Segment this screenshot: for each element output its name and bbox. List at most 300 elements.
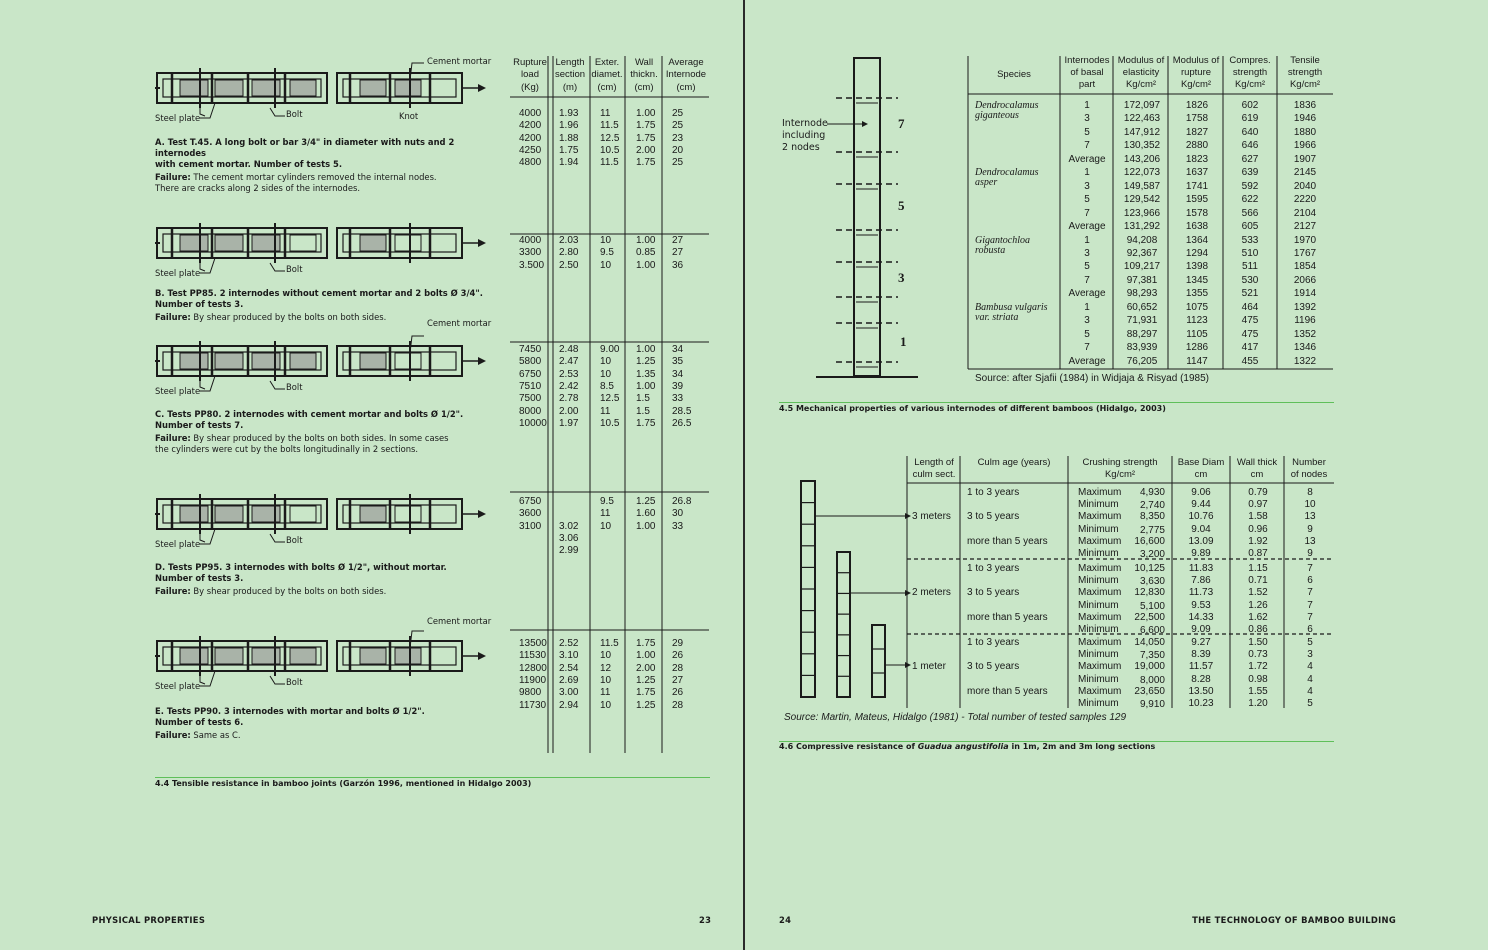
node-count: 9	[1307, 548, 1313, 559]
column-header: Average	[668, 57, 704, 68]
table-cell: 1880	[1293, 126, 1317, 138]
column-header: Kg/cm²	[1289, 79, 1321, 90]
column-header: Modulus of	[1117, 55, 1165, 66]
table-cell: 130,352	[1123, 140, 1161, 152]
figure-caption-4-6	[779, 742, 1155, 751]
table-cell: 11	[600, 108, 611, 119]
table-cell: 25	[672, 108, 684, 119]
crushing-value: 8,350	[1139, 511, 1165, 523]
base-diameter: 9.09	[1191, 624, 1211, 635]
table-cell: 7	[1084, 342, 1090, 354]
table-cell: 2880	[1185, 140, 1209, 152]
column-header: (Kg)	[521, 81, 539, 93]
base-diameter: 11.73	[1188, 587, 1214, 599]
table-cell: 1836	[1293, 100, 1317, 111]
base-diameter: 9.44	[1191, 499, 1211, 511]
column-header: Wall thick	[1236, 457, 1278, 468]
table-cell: 1.75	[636, 132, 656, 144]
table-cell: 26.8	[672, 496, 692, 507]
crushing-value: 4,930	[1139, 487, 1165, 498]
table-cell: 2.53	[559, 368, 579, 380]
table-cell: 11.5	[600, 157, 619, 169]
failure-text: By shear produced by the bolts on both sides.	[190, 586, 387, 596]
table-cell: 88,297	[1126, 328, 1158, 340]
wall-thickness: 0.87	[1248, 548, 1268, 559]
table-cell: 1914	[1293, 288, 1317, 300]
table-cell: 1398	[1185, 261, 1209, 273]
table-cell: 3.500	[519, 259, 545, 271]
table-cell: 11530	[519, 650, 547, 662]
steel-plate-label: Steel plate	[155, 539, 201, 549]
table-cell: 1105	[1186, 328, 1208, 340]
table-cell: 2145	[1293, 167, 1317, 179]
table-cell: 10	[600, 699, 612, 711]
table-cell: 30	[672, 508, 684, 520]
table-cell: 1.75	[636, 638, 656, 649]
wall-thickness: 0.98	[1248, 673, 1268, 685]
crushing-value: 14,050	[1134, 637, 1165, 648]
column-header: thickn.	[630, 69, 658, 81]
table-cell: 5	[1084, 261, 1090, 273]
wall-thickness: 0.79	[1248, 487, 1268, 498]
node-count: 7	[1307, 599, 1313, 611]
failure-label: Failure:	[155, 312, 191, 322]
cement-mortar-label: Cement mortar	[427, 56, 492, 66]
column-header: Tensile	[1290, 55, 1320, 66]
crushing-value: 6,600	[1139, 625, 1165, 636]
extreme-label: Minimum	[1078, 599, 1119, 611]
failure-label: Failure:	[155, 172, 191, 182]
node-count: 13	[1304, 511, 1316, 523]
table-cell: 530	[1241, 274, 1259, 286]
table-cell: 10.5	[600, 144, 620, 156]
table-cell: 10	[600, 235, 612, 246]
table-cell: 2.48	[559, 344, 579, 355]
species-name: Dendrocalamus	[975, 100, 1039, 111]
failure-label: Failure:	[155, 586, 191, 596]
table-cell: 639	[1241, 167, 1259, 179]
column-header: Internode	[665, 69, 707, 81]
column-header: section	[554, 69, 586, 81]
table-cell: 4000	[519, 235, 542, 246]
steel-plate-label: Steel plate	[155, 386, 201, 396]
column-header: Wall	[634, 57, 654, 68]
table-cell: 131,292	[1123, 221, 1161, 233]
node-count: 7	[1307, 563, 1313, 574]
failure-text: By shear produced by the bolts on both sides. In some cases	[190, 433, 449, 443]
table-cell: 1966	[1293, 140, 1317, 152]
base-diameter: 13.50	[1188, 685, 1214, 697]
table-cell: 1.00	[636, 235, 656, 246]
table-cell: 2.80	[559, 247, 579, 259]
species-name: robusta	[975, 244, 1006, 256]
table-cell: 9.5	[600, 247, 614, 259]
table-cell: 1196	[1294, 315, 1316, 327]
table-cell: 1075	[1185, 301, 1209, 313]
table-cell: 640	[1241, 126, 1259, 138]
section-length: 3 meters	[912, 511, 951, 522]
table-cell: 8000	[519, 405, 542, 417]
table-cell: 3	[1084, 315, 1090, 327]
internode-number: 5	[898, 198, 905, 213]
table-cell: 7	[1084, 140, 1090, 152]
culm-age: more than 5 years	[967, 535, 1048, 547]
table-cell: 602	[1241, 100, 1259, 111]
table-cell: 10	[600, 674, 612, 686]
column-header: cm	[1194, 469, 1208, 480]
table-cell: 1.00	[636, 380, 656, 392]
extreme-label: Maximum	[1078, 587, 1122, 599]
extreme-label: Maximum	[1078, 685, 1122, 697]
node-count: 5	[1307, 698, 1313, 709]
table-cell: 1.94	[559, 157, 579, 169]
table-cell: 511	[1242, 261, 1258, 273]
table-cell: 27	[672, 247, 684, 259]
table-cell: 7	[1084, 207, 1090, 219]
table-cell: 1.88	[559, 132, 579, 144]
table-cell: 33	[672, 393, 684, 405]
table-cell: 3300	[519, 247, 542, 259]
table-cell: 12	[600, 662, 612, 674]
table-cell: Average	[1068, 153, 1106, 165]
table-cell: 605	[1241, 221, 1259, 233]
table-cell: 28.5	[672, 405, 692, 417]
source-note-4-5: Source: after Sjafii (1984) in Widjaja & Risyad (1985)	[975, 373, 1209, 384]
table-cell: 1	[1084, 100, 1090, 111]
wall-thickness: 0.71	[1248, 575, 1268, 587]
table-cell: 35	[672, 356, 684, 368]
table-cell: 5	[1084, 194, 1090, 206]
table-cell: 1.75	[636, 157, 656, 169]
table-cell: 13500	[519, 638, 547, 649]
table-cell: 1.00	[636, 650, 656, 662]
table-cell: Average	[1068, 288, 1106, 300]
extreme-label: Maximum	[1078, 637, 1122, 648]
extreme-label: Minimum	[1078, 649, 1119, 661]
internode-number: 1	[900, 334, 907, 349]
culm-age: 3 to 5 years	[967, 661, 1020, 673]
table-cell: 1.97	[559, 417, 579, 429]
column-header: Compres.	[1229, 55, 1271, 66]
wall-thickness: 1.62	[1248, 611, 1268, 623]
column-header: (m)	[562, 81, 578, 93]
base-diameter: 9.53	[1191, 599, 1211, 611]
column-header: Length of	[914, 457, 954, 468]
column-header: (cm)	[597, 81, 617, 93]
wall-thickness: 1.20	[1248, 698, 1268, 709]
crushing-value: 23,650	[1134, 685, 1165, 697]
table-cell: 10	[600, 259, 612, 271]
table-cell: 2.54	[559, 662, 579, 674]
extreme-label: Minimum	[1078, 673, 1119, 685]
crushing-value: 3,200	[1139, 549, 1165, 560]
table-cell: 1147	[1186, 355, 1208, 367]
crushing-value: 2,740	[1139, 500, 1165, 512]
table-cell: 5	[1084, 328, 1090, 340]
base-diameter: 10.23	[1188, 698, 1214, 709]
table-cell: 10.5	[600, 417, 620, 429]
table-cell: 2104	[1293, 207, 1317, 219]
base-diameter: 8.28	[1191, 673, 1211, 685]
extreme-label: Maximum	[1078, 563, 1122, 574]
running-footer-left: PHYSICAL PROPERTIES	[92, 915, 206, 925]
table-cell: 417	[1241, 342, 1259, 354]
table-cell: 1767	[1293, 247, 1317, 259]
table-cell: 592	[1241, 180, 1259, 192]
table-cell: 34	[672, 368, 684, 380]
crushing-value: 2,775	[1139, 524, 1165, 536]
table-cell: 1827	[1185, 126, 1209, 138]
table-cell: 1.5	[636, 393, 650, 405]
table-cell: 1.75	[636, 120, 656, 132]
table-cell: 129,542	[1123, 194, 1161, 206]
column-header: strength	[1232, 67, 1268, 78]
crushing-value: 9,910	[1139, 699, 1165, 710]
page-number-right: 24	[779, 915, 792, 925]
table-cell: 1.75	[636, 417, 656, 429]
table-cell: 36	[672, 259, 684, 271]
node-count: 10	[1304, 499, 1316, 511]
table-cell: 622	[1241, 194, 1259, 206]
test-title: A. Test T.45. A long bolt or bar 3/4" in diameter with nuts and 2 internodes	[155, 137, 455, 158]
column-header: strength	[1287, 67, 1323, 78]
culm-age: 3 to 5 years	[967, 511, 1020, 523]
table-cell: 1.75	[559, 144, 579, 156]
table-cell: 25	[672, 120, 684, 132]
column-header: of basal	[1070, 67, 1104, 78]
column-header: Rupture	[513, 57, 547, 68]
failure-label: Failure:	[155, 730, 191, 740]
table-cell: 94,208	[1126, 234, 1158, 246]
table-cell: 2.50	[559, 259, 579, 271]
column-header: Kg/cm²	[1180, 79, 1212, 90]
table-cell: 1946	[1293, 113, 1317, 125]
table-cell: 71,931	[1126, 315, 1158, 327]
table-cell: 7	[1084, 274, 1090, 286]
table-cell: 10	[600, 650, 612, 662]
table-cell: 26	[672, 687, 684, 699]
table-cell: 34	[672, 344, 684, 355]
table-cell: 2.78	[559, 393, 579, 405]
table-cell: 143,206	[1123, 153, 1161, 165]
table-cell: 4000	[519, 108, 542, 119]
failure-text-cont: the cylinders were cut by the bolts longitudinally in 2 sections.	[155, 444, 419, 454]
node-count: 6	[1307, 624, 1313, 635]
table-cell: 1.5	[636, 405, 650, 417]
table-cell: 2.47	[559, 356, 579, 368]
extreme-label: Minimum	[1078, 698, 1119, 709]
column-header: Kg/cm²	[1234, 79, 1266, 90]
table-cell: 9800	[519, 687, 542, 699]
table-cell: 1	[1084, 301, 1090, 313]
column-header: cm	[1250, 469, 1264, 480]
table-cell: 123,966	[1123, 207, 1161, 219]
table-cell: 5800	[519, 356, 542, 368]
internode-label: 2 nodes	[782, 142, 820, 153]
table-cell: 10	[600, 520, 612, 532]
test-count: Number of tests 6.	[155, 717, 244, 727]
extreme-label: Maximum	[1078, 661, 1122, 673]
knot-label: Knot	[399, 111, 419, 121]
column-header: Length	[555, 57, 585, 68]
column-header: of nodes	[1290, 469, 1328, 480]
table-cell: 23	[672, 132, 684, 144]
failure-text: The cement mortar cylinders removed the internal nodes.	[190, 172, 437, 182]
table-cell: 1.00	[636, 108, 656, 119]
base-diameter: 7.86	[1191, 575, 1211, 587]
wall-thickness: 1.92	[1248, 535, 1268, 547]
column-header: rupture	[1180, 67, 1212, 78]
table-cell: 10	[600, 356, 612, 368]
extreme-label: Minimum	[1078, 575, 1119, 587]
extreme-label: Minimum	[1078, 523, 1119, 535]
node-count: 4	[1307, 685, 1313, 697]
table-cell: 1.00	[636, 344, 656, 355]
cement-mortar-label: Cement mortar	[427, 616, 492, 626]
source-note-4-6: Source: Martin, Mateus, Hidalgo (1981) - Total number of tested samples 129	[784, 712, 1127, 723]
caption-suffix: in 1m, 2m and 3m long sections	[1008, 742, 1156, 751]
table-cell: 9.5	[600, 496, 614, 507]
culm-age: more than 5 years	[967, 685, 1048, 697]
wall-thickness: 1.15	[1248, 563, 1268, 574]
table-cell: 1.35	[636, 368, 656, 380]
table-cell: 4200	[519, 132, 542, 144]
table-cell: 1364	[1185, 234, 1209, 246]
table-cell: 6750	[519, 368, 542, 380]
internode-label: including	[782, 130, 826, 141]
table-cell: 1595	[1185, 194, 1209, 206]
table-cell: 1.75	[636, 687, 656, 699]
table-cell: 3.00	[559, 687, 579, 699]
table-cell: 619	[1241, 113, 1259, 125]
steel-plate-label: Steel plate	[155, 681, 201, 691]
column-header: load	[521, 69, 539, 81]
table-cell: 0.85	[636, 247, 656, 259]
table-cell: 1823	[1185, 153, 1209, 165]
culm-age: 1 to 3 years	[967, 637, 1020, 648]
table-cell: 26	[672, 650, 684, 662]
wall-thickness: 1.52	[1248, 587, 1268, 599]
figure-caption-4-4: 4.4 Tensible resistance in bamboo joints (Garzón 1996, mentioned in Hidalgo 2003)	[155, 779, 532, 788]
table-cell: 10000	[519, 417, 547, 429]
table-cell: 11.5	[600, 638, 619, 649]
column-header: (cm)	[634, 81, 654, 93]
table-cell: 92,367	[1126, 247, 1158, 259]
table-cell: 3.10	[559, 650, 579, 662]
table-cell: 1392	[1293, 301, 1317, 313]
test-count: Number of tests 7.	[155, 420, 244, 430]
crushing-value: 12,830	[1134, 587, 1165, 599]
crushing-value: 22,500	[1134, 611, 1165, 623]
table-cell: 12.5	[600, 393, 620, 405]
node-count: 3	[1307, 649, 1313, 661]
table-cell: 464	[1241, 301, 1259, 313]
column-header: Culm age (years)	[977, 457, 1051, 468]
table-cell: 109,217	[1123, 261, 1161, 273]
section-length: 2 meters	[912, 587, 951, 598]
culm-age: more than 5 years	[967, 611, 1048, 623]
table-cell: 122,073	[1123, 167, 1161, 179]
table-cell: 28	[672, 662, 684, 674]
table-cell: 646	[1241, 140, 1259, 152]
column-header: culm sect.	[912, 469, 956, 480]
extreme-label: Minimum	[1078, 499, 1119, 511]
table-cell: 3600	[519, 508, 542, 520]
table-cell: 1.00	[636, 259, 656, 271]
crushing-value: 7,350	[1139, 650, 1165, 662]
base-diameter: 9.27	[1191, 637, 1211, 648]
table-cell: 1	[1084, 167, 1090, 179]
test-title: B. Test PP85. 2 internodes without cement mortar and 2 bolts Ø 3/4".	[155, 288, 483, 298]
table-cell: 2.52	[559, 638, 579, 649]
node-count: 6	[1307, 575, 1313, 587]
table-cell: 149,587	[1123, 180, 1161, 192]
table-cell: 27	[672, 674, 684, 686]
table-cell: 4800	[519, 157, 542, 169]
base-diameter: 10.76	[1188, 511, 1214, 523]
table-cell: 1.25	[636, 674, 656, 686]
internode-number: 7	[898, 116, 905, 131]
column-header: Modulus of	[1172, 55, 1220, 66]
test-count: with cement mortar. Number of tests 5.	[155, 159, 343, 169]
base-diameter: 9.89	[1191, 548, 1211, 559]
node-count: 4	[1307, 673, 1313, 685]
extreme-label: Maximum	[1078, 535, 1122, 547]
table-cell: 5	[1084, 126, 1090, 138]
table-cell: 2.42	[559, 380, 579, 392]
node-count: 7	[1307, 611, 1313, 623]
table-cell: 4200	[519, 120, 542, 132]
table-cell: 2066	[1293, 274, 1317, 286]
table-cell: 26.5	[672, 417, 692, 429]
failure-text: Same as C.	[190, 730, 241, 740]
table-cell: 475	[1241, 328, 1259, 340]
table-cell: 76,205	[1126, 355, 1158, 367]
table-cell: 2.94	[559, 699, 579, 711]
table-cell: 1	[1084, 234, 1090, 246]
crushing-value: 8,000	[1139, 674, 1165, 686]
table-cell: 1345	[1185, 274, 1209, 286]
node-count: 7	[1307, 587, 1313, 599]
column-header: Base Diam	[1177, 457, 1225, 468]
table-cell: Average	[1068, 221, 1106, 233]
cement-mortar-label: Cement mortar	[427, 318, 492, 328]
table-cell: 1.00	[636, 520, 656, 532]
wall-thickness: 0.86	[1248, 624, 1268, 635]
table-cell: 6750	[519, 496, 542, 507]
table-cell: 3	[1084, 247, 1090, 259]
extreme-label: Minimum	[1078, 548, 1119, 559]
column-header: part	[1078, 79, 1096, 90]
steel-plate-label: Steel plate	[155, 113, 201, 123]
wall-thickness: 1.72	[1248, 661, 1268, 673]
wall-thickness: 0.97	[1248, 499, 1268, 511]
base-diameter: 9.04	[1191, 523, 1211, 535]
table-cell: 1758	[1185, 113, 1209, 125]
species-name: Dendrocalamus	[975, 167, 1039, 179]
table-cell: 1637	[1185, 167, 1209, 179]
column-header: Internodes	[1064, 55, 1110, 66]
species-name: var. striata	[975, 311, 1019, 323]
table-cell: 521	[1241, 288, 1259, 300]
table-cell: 1970	[1293, 234, 1317, 246]
table-cell: 1355	[1185, 288, 1209, 300]
table-cell: 1123	[1186, 315, 1208, 327]
extreme-label: Minimum	[1078, 624, 1119, 635]
table-cell: 60,652	[1126, 301, 1158, 313]
base-diameter: 8.39	[1191, 649, 1211, 661]
base-diameter: 14.33	[1188, 611, 1214, 623]
